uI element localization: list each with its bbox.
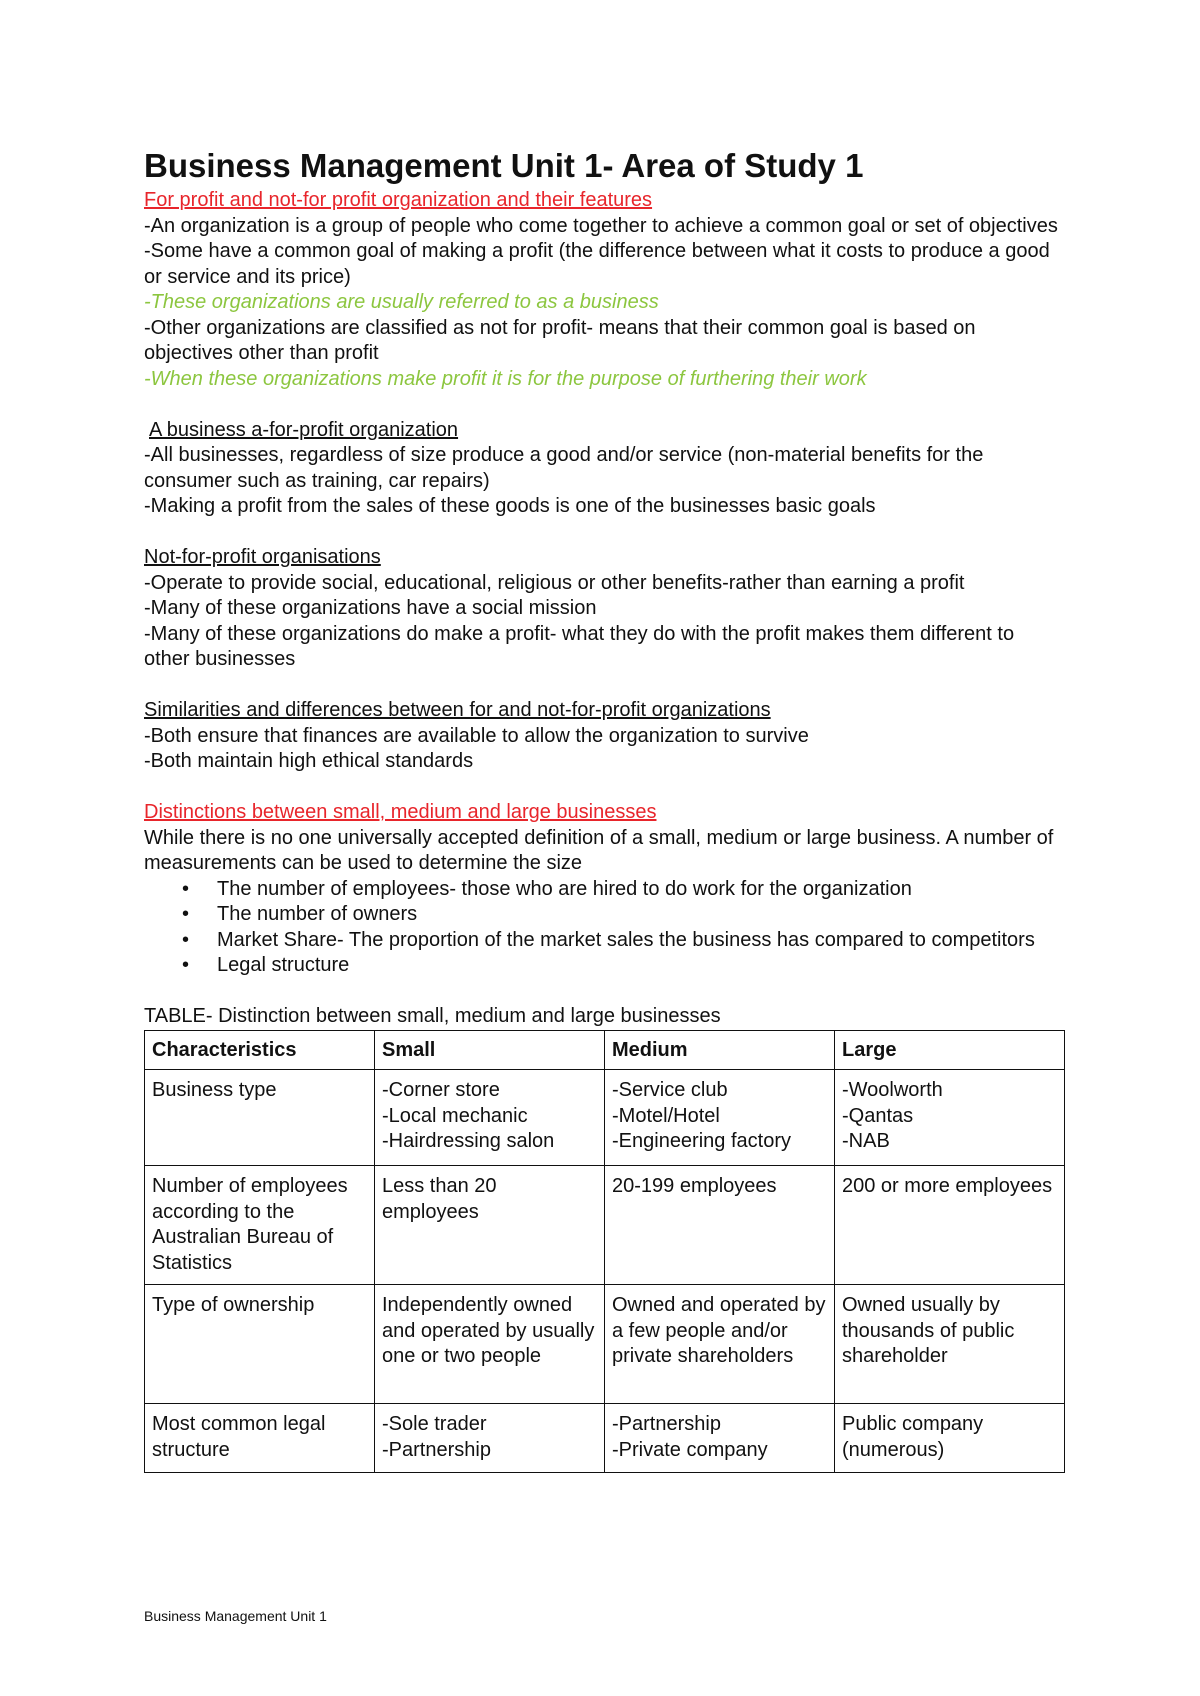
cell-line: -Corner store (382, 1079, 500, 1101)
table-header-row (145, 1030, 1065, 1070)
table-header-cell: Characteristics (145, 1030, 375, 1070)
document-page (144, 146, 1064, 1473)
table-cell (835, 1070, 1065, 1166)
table-row (145, 1404, 1065, 1473)
cell-line: -Woolworth (842, 1079, 943, 1101)
paragraph-line: -Some have a common goal of making a profit (the difference between what it costs to produce a good or service and its price) (144, 240, 1050, 288)
table-caption: TABLE- Distinction between small, medium and large businesses (144, 1005, 721, 1027)
paragraph-line: -An organization is a group of people who come together to achieve a common goal or set of objectives (144, 214, 1058, 237)
measurement-list (144, 877, 1064, 979)
table-cell: Type of ownership (145, 1285, 375, 1404)
table-cell: 20-199 employees (605, 1166, 835, 1285)
cell-line: -Sole trader (382, 1413, 487, 1435)
paragraph-line: -Operate to provide social, educational, religious or other benefits-rather than earning a profit (144, 571, 965, 594)
table-row (145, 1070, 1065, 1166)
section-heading: A business a-for-profit organization (149, 418, 459, 441)
cell-line: -Service club (612, 1079, 728, 1101)
paragraph-line: -Many of these organizations have a social mission (144, 597, 597, 619)
table-header-cell: Medium (605, 1030, 835, 1070)
table-cell (605, 1070, 835, 1166)
cell-line: -Engineering factory (612, 1130, 791, 1152)
table-cell (605, 1404, 835, 1473)
table-cell: 200 or more employees (835, 1166, 1065, 1285)
cell-line: -NAB (842, 1130, 890, 1152)
section-similarities (144, 698, 1064, 775)
table-header-cell: Small (375, 1030, 605, 1070)
table-row (145, 1285, 1065, 1404)
section-heading: For profit and not-for profit organization and their features (144, 189, 653, 211)
list-item: • The number of employees- those who are hired to do work for the organization (217, 877, 1064, 903)
table-cell: Less than 20 employees (375, 1166, 605, 1285)
section-business-size (144, 800, 1064, 979)
highlight-line: -These organizations are usually referred to as a business (144, 291, 659, 313)
table-cell: Independently owned and operated by usually one or two people (375, 1285, 605, 1404)
table-cell: Owned and operated by a few people and/or private shareholders (605, 1285, 835, 1404)
cell-line: -Partnership (382, 1438, 491, 1461)
paragraph-line: -Making a profit from the sales of these goods is one of the businesses basic goals (144, 495, 876, 517)
cell-line: -Motel/Hotel (612, 1104, 720, 1127)
paragraph-line: -Other organizations are classified as not for profit- means that their common goal is based on objectives other than profit (144, 316, 976, 364)
page-footer: Business Management Unit 1 (144, 1608, 327, 1624)
cell-line: -Qantas (842, 1104, 914, 1127)
section-business-for-profit (144, 418, 1064, 520)
table-cell: Public company (numerous) (835, 1404, 1065, 1473)
section-not-for-profit (144, 545, 1064, 673)
paragraph-line: -Many of these organizations do make a profit- what they do with the profit makes them different to other businesses (144, 622, 1015, 670)
cell-line: -Private company (612, 1438, 768, 1461)
table-header-cell: Large (835, 1030, 1065, 1070)
paragraph-line: -Both maintain high ethical standards (144, 750, 474, 772)
cell-line: -Hairdressing salon (382, 1130, 555, 1152)
list-item: • Legal structure (217, 953, 1064, 979)
list-item: • Market Share- The proportion of the market sales the business has compared to competitors (217, 928, 1064, 954)
table-row (145, 1166, 1065, 1285)
section-heading: Not-for-profit organisations (144, 546, 381, 568)
paragraph-line: -Both ensure that finances are available to allow the organization to survive (144, 724, 809, 747)
paragraph-line: While there is no one universally accepted definition of a small, medium or large business. A number of measurements can be used to determine the size (144, 826, 1054, 874)
business-size-table (144, 1030, 1065, 1474)
section-heading: Distinctions between small, medium and large businesses (144, 801, 657, 823)
section-for-profit-features (144, 188, 1064, 392)
document-title: Business Management Unit 1- Area of Study 1 (144, 147, 864, 184)
highlight-line: -When these organizations make profit it is for the purpose of furthering their work (144, 367, 867, 390)
paragraph-line: -All businesses, regardless of size produce a good and/or service (non-material benefits for the consumer such as training, car repairs) (144, 444, 984, 492)
table-cell: Business type (145, 1070, 375, 1166)
table-cell (375, 1070, 605, 1166)
table-cell: Owned usually by thousands of public shareholder (835, 1285, 1065, 1404)
table-cell: Most common legal structure (145, 1404, 375, 1473)
table-cell: Number of employees according to the Australian Bureau of Statistics (145, 1166, 375, 1285)
section-heading: Similarities and differences between for and not-for-profit organizations (144, 699, 771, 721)
list-item: • The number of owners (217, 902, 1064, 928)
table-cell (375, 1404, 605, 1473)
cell-line: -Local mechanic (382, 1104, 528, 1127)
cell-line: -Partnership (612, 1413, 721, 1435)
